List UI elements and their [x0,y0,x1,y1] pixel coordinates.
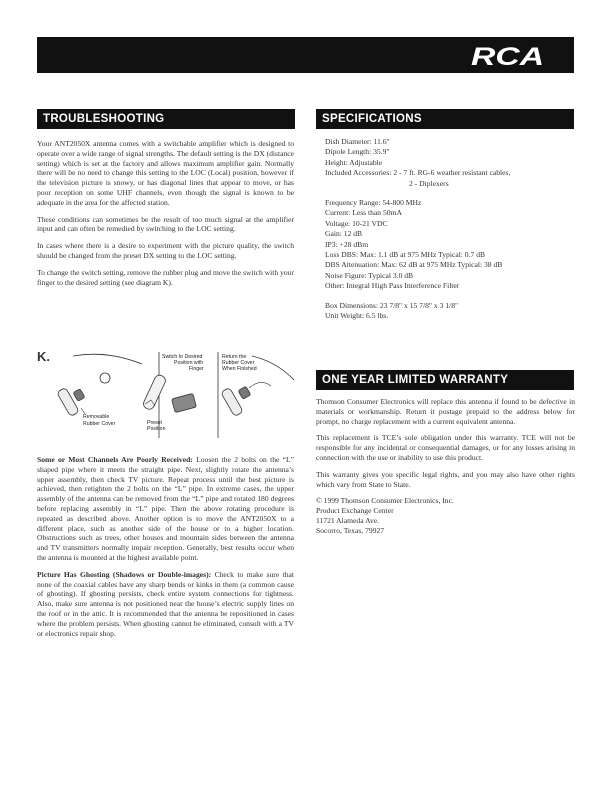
problem-ghosting-body: Check to make sure that none of the coaxial cables have any sharp bends or kinks in them (a common cause of ghosting). If ghosting persists, check entire system connections for tightness. Also, make sure antenna is not positioned near the house’s electric supply lines on the roof or in the attic. It is recommended that the antenna be repositioned in cases where the problem persists. When ghosting cannot be eliminated, consult with a TV or electronics repair shop. [37,569,295,638]
diagram-k [37,349,294,438]
problem-ghosting [37,570,294,639]
header-bar [37,37,574,73]
caption-return-2: Rubber Cover [222,360,255,366]
hole-circle-1 [100,373,110,383]
caption-switch-1: Switch to Desired [162,354,203,360]
rubber-cover-3 [238,386,251,399]
caption-switch-2: Position with [174,360,204,366]
spec-line: DBS Attenuation: Max: 62 dB at 975 MHz Typical: 38 dB [325,260,503,270]
warranty-p1: Thomson Consumer Electronics will replace this antenna if found to be defective in materials or workmanship. Return it postage prepaid to the address below for prompt, no charge replacement with a current equivalent antenna. [316,397,575,426]
warranty-p3: This warranty gives you specific legal rights, and you may also have other rights which vary from State to State. [316,469,575,489]
problem-ghosting-head: Picture Has Ghosting (Shadows or Double-images): [37,569,212,579]
spec-line: Other: Integral High Pass Interference Filter [325,281,460,291]
troubleshooting-p2: These conditions can sometimes be the result of too much signal at the amplifier input and can often be remedied by switching to the LOC setting. [37,214,294,234]
troubleshooting-intro [37,139,294,294]
warranty-p2: This replacement is TCE’s sole obligation under this warranty. TCE will not be responsible for any incidental or consequential damages, or for any losses arising in connection with the use or inability to use this product. [316,433,575,462]
spec-line: Loss DBS: Max: 1.1 dB at 975 MHz Typical: 0.7 dB [325,250,486,260]
troubleshooting-p1: Your ANT2050X antenna comes with a switchable amplifier which is designed to operate over a wide range of signal strengths. The default setting is the DX (distance setting) which is set at the factory and allows maximum amplifier gain. Normally there will be no need to change this setting to the LOC (Local) position, however if the television picture is snowy, or has diagonal lines that appear to move, or has poor reception on some UHF channels, even though the signal is known to be adequate in the area for the affected station. [37,139,294,207]
specifications-list [325,137,510,322]
spec-line: Voltage: 10-21 VDC [325,218,388,228]
address-line: Product Exchange Center [316,506,394,516]
spec-line: Dipole Length: 35.9" [325,147,390,157]
spec-line: Dish Diameter: 11.6" [325,137,390,146]
diagram-label: K. [37,349,50,364]
dish-outline-1 [73,354,142,364]
troubleshooting-problems [37,455,294,645]
warranty-heading: ONE YEAR LIMITED WARRANTY [316,370,574,390]
spec-line: 2 - Diplexers [409,178,449,188]
problem-poor-reception-body: Loosen the 2 bolts on the “L” shaped pipe where it meets the straight pipe. Next, slightly rotate the antenna’s upper assembly, then check TV picture. Repeat process until the best picture is achieved, then retighten the 2 bolts on the “L” pipe. In extreme cases, the upper assembly of the antenna can be removed from the “L” pipe and rotated 180 degrees before replacing assembly in “L” pipe. Then the above rotating procedure is repeated as described above. Another option is to move the ANT2050X to a different place, such as another side of the house or to a higher location. Obstructions such as trees, other houses and mountain sides between the antenna and TV transmitters normally impair reception. Generally, best results occur when the antenna is mounted at the highest available point. [37,455,294,562]
caption-return-1: Return the [222,354,247,360]
address-line: Socorro, Texas, 79927 [316,525,385,535]
caption-removable-2: Rubber Cover [83,421,116,427]
caption-return-3: When Finished [222,366,257,372]
spec-line: Current: Less than 50mA [325,208,402,218]
spec-line: Box Dimensions: 23 7/8" x 15 7/8" x 3 1/8" [325,300,459,310]
warranty-body [316,397,575,536]
dish-outline-3 [252,356,294,380]
problem-poor-reception [37,455,294,563]
spec-line: Noise Figure: Typical 3.0 dB [325,270,414,280]
troubleshooting-heading: TROUBLESHOOTING [37,109,295,129]
diagram-illustration [37,352,294,438]
address-line: © 1999 Thomson Consumer Electronics, Inc. [316,496,454,506]
caption-preset-1: Preset [147,420,162,426]
address-line: 11721 Alameda Ave. [316,515,380,525]
troubleshooting-p3: In cases where there is a desire to experiment with the picture quality, the switch should be changed from the preset DX setting to the LOC setting. [37,241,294,260]
caption-removable-1: Removable [83,414,110,420]
spec-line: IP3: +28 dBm [325,239,369,249]
troubleshooting-p4: To change the switch setting, remove the rubber plug and move the switch with your finger to the desired setting (see diagram K). [37,267,294,287]
spec-line: Gain: 12 dB [325,229,363,239]
rubber-cover-1 [73,389,85,402]
spec-line: Height: Adjustable [325,157,383,167]
caption-preset-2: Position [147,426,166,432]
problem-poor-reception-head: Some or Most Channels Are Poorly Received: [37,455,193,464]
return-arrow [249,382,271,388]
spec-line: Included Accessories: 2 - 7 ft. RG-6 weather resistant cables, [325,168,511,178]
rubber-cover-2 [172,393,197,412]
caption-switch-3: Finger [189,366,204,372]
spec-line: Unit Weight: 6.5 lbs. [325,311,389,321]
warranty-address [316,496,575,535]
rca-logo: RCA [470,43,544,71]
specifications-heading: SPECIFICATIONS [316,109,574,129]
spec-line: Frequency Range: 54-800 MHz [325,198,422,208]
